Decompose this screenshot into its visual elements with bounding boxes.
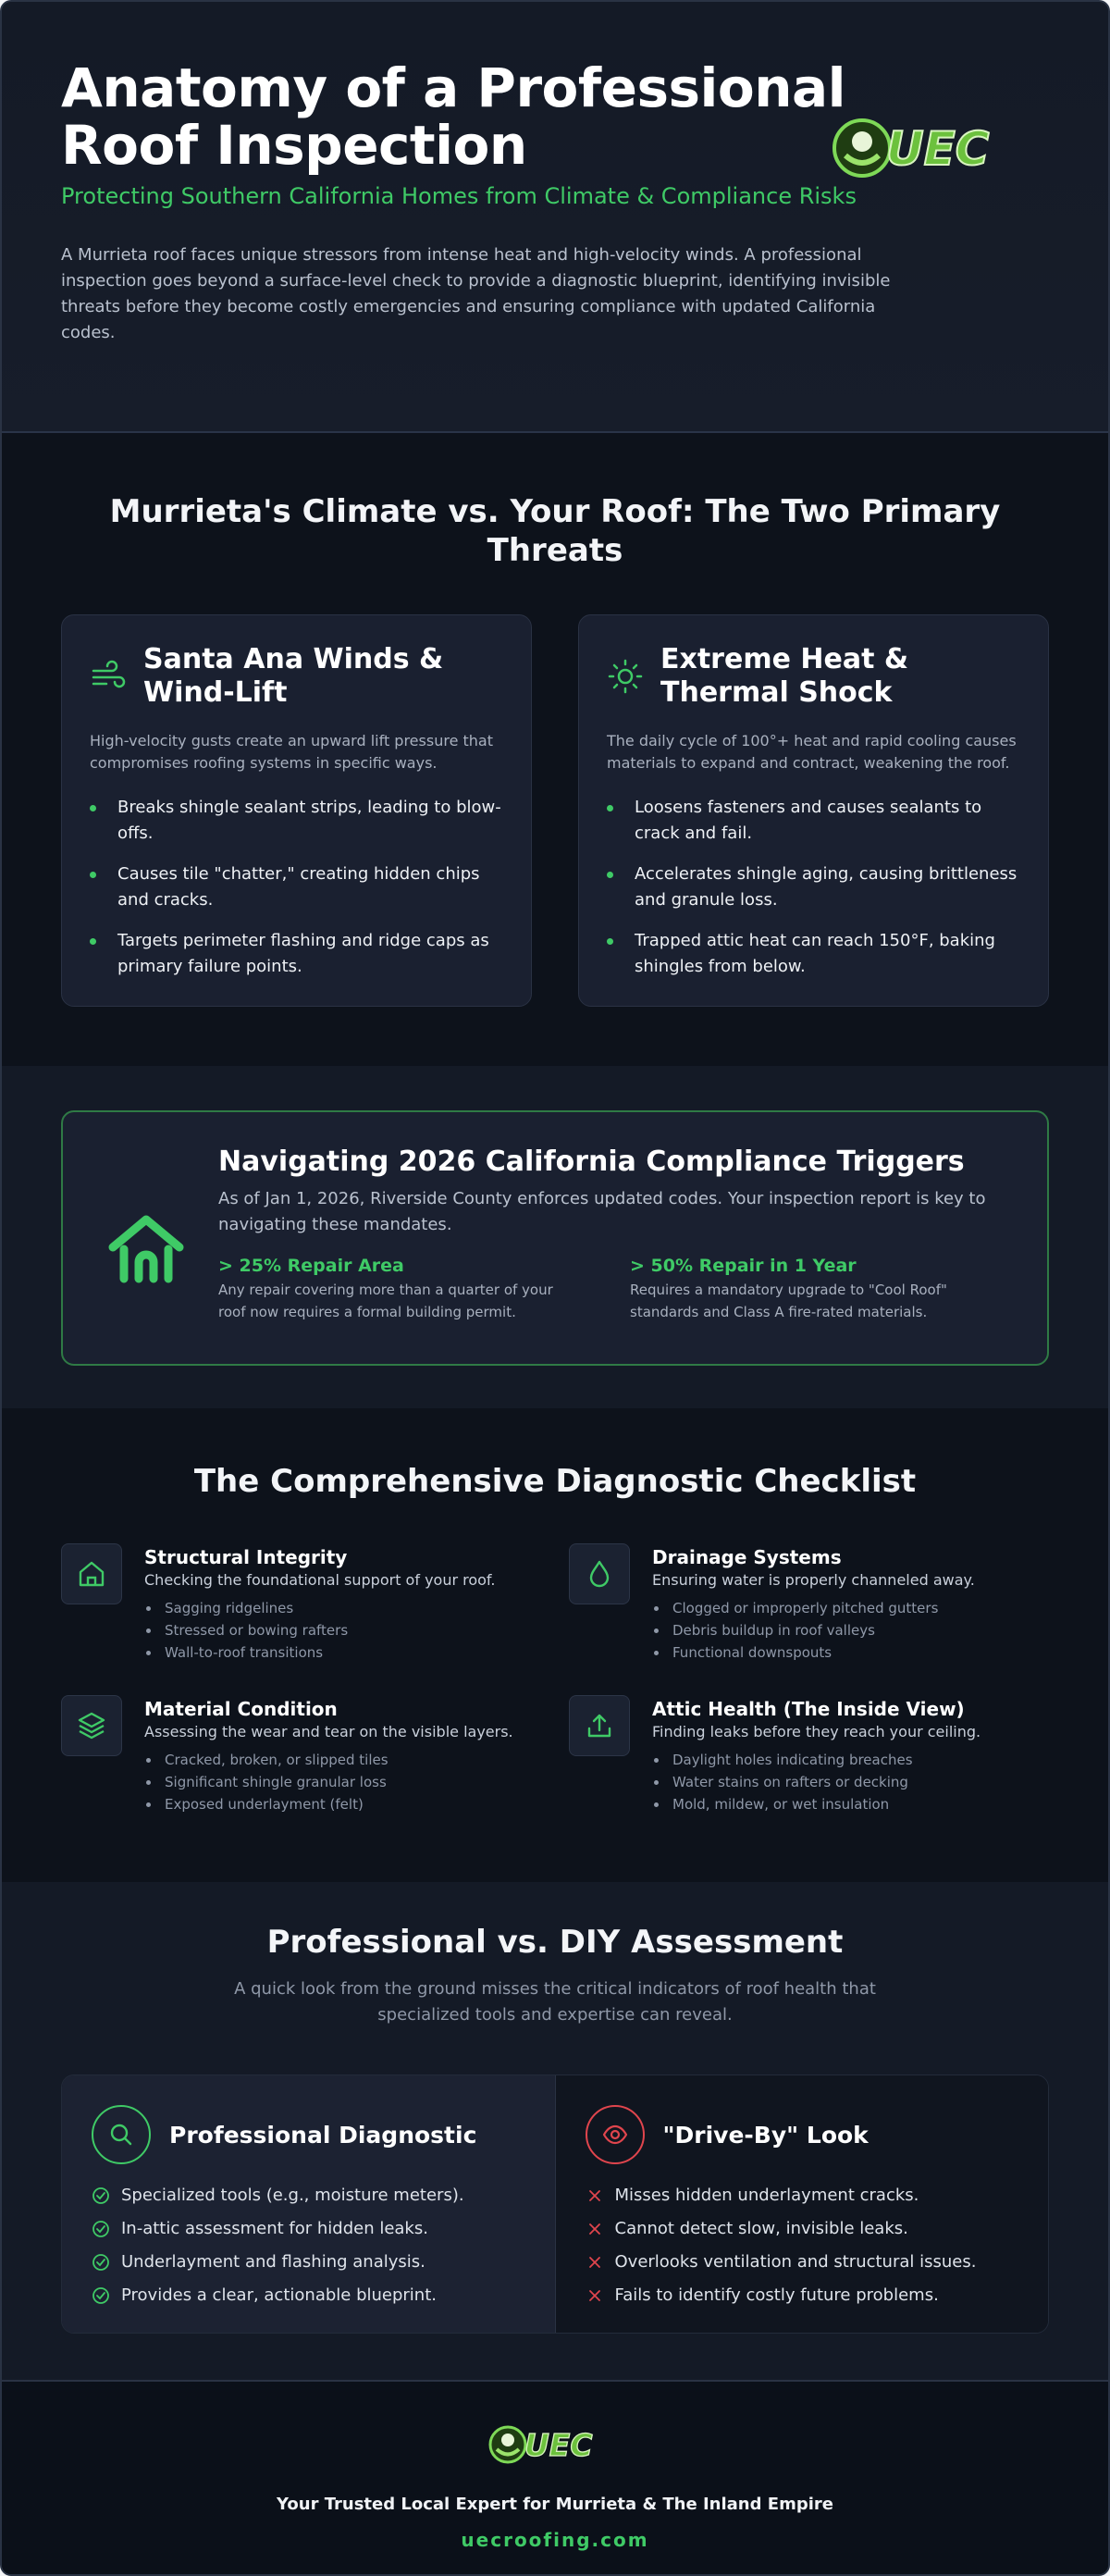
list-item: Breaks shingle sealant strips, leading to blow-offs. (62, 795, 503, 847)
list-item-text: Cannot detect slow, invisible leaks. (614, 2219, 908, 2238)
trigger-text: Requires a mandatory upgrade to "Cool Roof" standards and Class A fire-rated materials. (630, 1282, 947, 1320)
threat-card-heat (578, 614, 1049, 1007)
assessment-subtitle: A quick look from the ground misses the critical indicators of roof health that specialized tools and expertise can reveal. (234, 1979, 876, 2025)
list-item-text: In-attic assessment for hidden leaks. (121, 2219, 428, 2238)
page-title: Anatomy of a Professional Roof Inspection (61, 56, 846, 177)
checklist-item-description: Checking the foundational support of your roof. (144, 1571, 496, 1589)
x-icon (586, 2286, 604, 2305)
threat-description: High-velocity gusts create an upward lift pressure that compromises roofing systems in specific ways. (90, 732, 493, 772)
checklist-item-drainage (569, 1543, 1049, 1677)
assessment-section (2, 1882, 1108, 2380)
diy-column (556, 2075, 1049, 2333)
layers-icon (61, 1695, 122, 1756)
checklist-section (2, 1408, 1108, 1882)
footer (2, 2380, 1108, 2576)
list-item (92, 2212, 525, 2246)
list-item: Cracked, broken, or slipped tiles (144, 1749, 513, 1771)
list-item-text: Overlooks ventilation and structural issues. (614, 2252, 977, 2272)
assessment-title: Professional vs. DIY Assessment (266, 1924, 844, 1961)
checklist-title: The Comprehensive Diagnostic Checklist (193, 1463, 917, 1500)
house-icon (104, 1207, 189, 1292)
checklist-item-title: Material Condition (144, 1698, 338, 1720)
checklist-item-description: Assessing the wear and tear on the visible layers. (144, 1723, 513, 1740)
list-item (586, 2279, 1019, 2312)
trigger-text: Any repair covering more than a quarter of your roof now requires a formal building permit. (218, 1282, 553, 1320)
list-item (586, 2246, 1019, 2279)
trigger-heading: > 50% Repair in 1 Year (630, 1256, 857, 1276)
list-item (92, 2179, 525, 2212)
trigger-item (218, 1255, 580, 1323)
list-item (586, 2179, 1019, 2212)
list-item: Clogged or improperly pitched gutters (652, 1597, 975, 1619)
list-item: Water stains on rafters or decking (652, 1771, 980, 1793)
check-circle-icon (92, 2220, 110, 2238)
svg-text:UEC: UEC (524, 2427, 593, 2463)
intro-paragraph: A Murrieta roof faces unique stressors from intense heat and high-velocity winds. A professional inspection goes beyond a surface-level check to provide a diagnostic blueprint, identifying invisible threats before they become costly emergencies and ensuring compliance with updated California codes. (61, 245, 891, 342)
list-item (92, 2246, 525, 2279)
svg-text:UEC: UEC (886, 122, 990, 176)
list-item-text: Specialized tools (e.g., moisture meters). (121, 2186, 464, 2205)
threat-card-wind (61, 614, 532, 1007)
checklist-item-title: Structural Integrity (144, 1546, 348, 1568)
search-icon (92, 2105, 151, 2164)
check-circle-icon (92, 2186, 110, 2205)
list-item: Mold, mildew, or wet insulation (652, 1793, 980, 1815)
list-item-text: Provides a clear, actionable blueprint. (121, 2285, 437, 2305)
list-item: Sagging ridgelines (144, 1597, 495, 1619)
x-icon (586, 2186, 604, 2205)
list-item (586, 2212, 1019, 2246)
list-item: Loosens fasteners and causes sealants to crack and fail. (579, 795, 1020, 847)
trigger-item (630, 1255, 992, 1323)
check-circle-icon (92, 2286, 110, 2305)
list-item: Significant shingle granular loss (144, 1771, 513, 1793)
threat-list (579, 795, 1020, 980)
list-item: Trapped attic heat can reach 150°F, baking shingles from below. (579, 928, 1020, 980)
list-item-text: Fails to identify costly future problems. (614, 2285, 939, 2305)
list-item-text: Underlayment and flashing analysis. (121, 2252, 426, 2272)
eye-icon (586, 2105, 645, 2164)
list-item (92, 2279, 525, 2312)
list-item: Wall-to-roof transitions (144, 1641, 495, 1664)
list-item: Functional downspouts (652, 1641, 975, 1664)
climate-title: Murrieta's Climate vs. Your Roof: The Two Primary Threats (109, 493, 1001, 569)
checklist-item-description: Finding leaks before they reach your ceiling. (652, 1723, 981, 1740)
threat-title: Extreme Heat & Thermal Shock (660, 643, 909, 709)
comparison-panel (61, 2074, 1049, 2334)
footer-tagline: Your Trusted Local Expert for Murrieta & The Inland Empire (277, 2495, 833, 2514)
diy-title: "Drive-By" Look (662, 2121, 869, 2149)
uec-logo (486, 2421, 624, 2469)
list-item: Debris buildup in roof valleys (652, 1619, 975, 1641)
compliance-title: Navigating 2026 California Compliance Triggers (218, 1146, 965, 1178)
hero-section (2, 2, 1108, 433)
compliance-description: As of Jan 1, 2026, Riverside County enforces updated codes. Your inspection report is key to navigating these mandates. (218, 1189, 986, 1234)
list-item: Accelerates shingle aging, causing brittleness and granule loss. (579, 861, 1020, 913)
list-item: Causes tile "chatter," creating hidden chips and cracks. (62, 861, 503, 913)
checklist-item-description: Ensuring water is properly channeled away. (652, 1571, 975, 1589)
website-link[interactable]: uecroofing.com (461, 2529, 649, 2551)
sun-icon (607, 658, 644, 695)
list-item: Targets perimeter flashing and ridge caps as primary failure points. (62, 928, 503, 980)
uec-logo (829, 111, 1042, 185)
list-item: Stressed or bowing rafters (144, 1619, 495, 1641)
upload-icon (569, 1695, 630, 1756)
list-item-text: Misses hidden underlayment cracks. (614, 2186, 919, 2205)
trigger-heading: > 25% Repair Area (218, 1256, 404, 1276)
compliance-box (61, 1110, 1049, 1366)
checklist-item-title: Drainage Systems (652, 1546, 842, 1568)
check-circle-icon (92, 2253, 110, 2272)
checklist-item-structural (61, 1543, 541, 1677)
climate-section (2, 433, 1108, 1066)
list-item: Exposed underlayment (felt) (144, 1793, 513, 1815)
checklist-item-material (61, 1695, 541, 1828)
page-subtitle: Protecting Southern California Homes from Climate & Compliance Risks (61, 183, 857, 209)
list-item: Daylight holes indicating breaches (652, 1749, 980, 1771)
checklist-item-attic (569, 1695, 1049, 1828)
professional-column (62, 2075, 556, 2333)
professional-title: Professional Diagnostic (169, 2121, 477, 2149)
wind-icon (90, 658, 127, 695)
x-icon (586, 2220, 604, 2238)
checklist-item-title: Attic Health (The Inside View) (652, 1698, 965, 1720)
x-icon (586, 2253, 604, 2272)
threat-list (62, 795, 503, 980)
threat-description: The daily cycle of 100°+ heat and rapid cooling causes materials to expand and contract, weakening the roof. (607, 732, 1017, 772)
droplet-icon (569, 1543, 630, 1604)
compliance-section (2, 1066, 1108, 1408)
house-icon (61, 1543, 122, 1604)
threat-title: Santa Ana Winds & Wind-Lift (143, 643, 444, 709)
